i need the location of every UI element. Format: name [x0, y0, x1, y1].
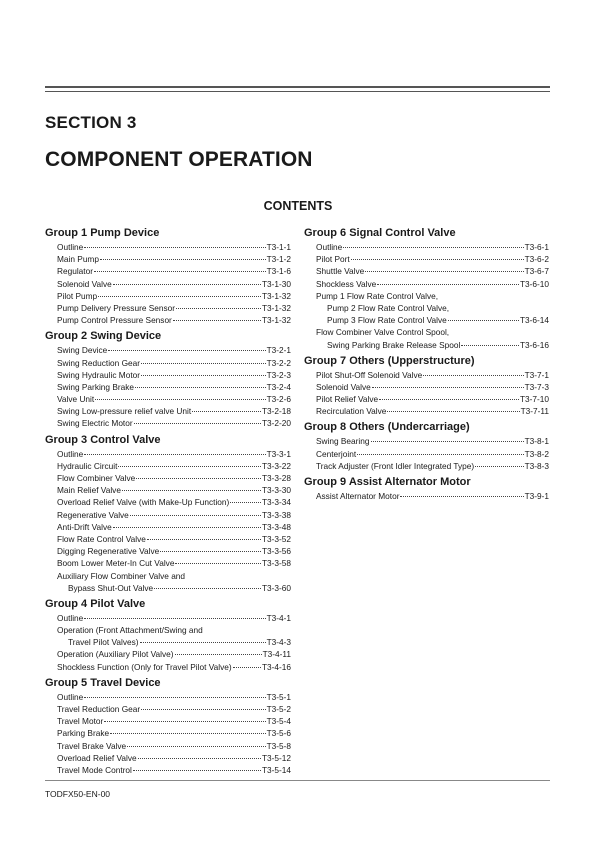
top-rule [45, 86, 550, 92]
toc-entry[interactable] [316, 253, 549, 265]
toc-entry-title: Outline [57, 242, 84, 252]
dot-leader [141, 363, 266, 364]
toc-entry[interactable] [316, 278, 549, 290]
dot-leader [372, 387, 524, 388]
toc-entry-title: Operation (Front Attachment/Swing and [57, 625, 203, 636]
dot-leader [371, 441, 524, 442]
toc-entry-title: Operation (Auxiliary Pilot Valve) [57, 649, 174, 660]
toc-entry[interactable] [57, 533, 291, 545]
toc-entry-title: Main Pump [57, 254, 99, 265]
dot-leader [400, 496, 523, 497]
dot-leader [118, 466, 261, 467]
dot-leader [475, 466, 523, 467]
toc-entry[interactable] [57, 302, 291, 314]
toc-entry-list [57, 448, 291, 594]
toc-entry-title: Swing Bearing [316, 436, 370, 447]
toc-entry[interactable] [57, 624, 291, 636]
toc-entry-page: T3-5-2 [266, 704, 291, 714]
toc-entry-page: T3-6-16 [519, 339, 549, 350]
toc-entry-title: Recirculation Valve [316, 406, 387, 417]
toc-entry-title: Travel Motor [57, 716, 104, 727]
toc-entry[interactable] [57, 253, 291, 265]
toc-entry-title: Hydraulic Circuit [57, 460, 118, 471]
toc-entry-page: T3-6-1 [524, 242, 549, 252]
toc-entry-page: T3-8-2 [524, 448, 549, 459]
toc-entry-title: Pump 3 Flow Rate Control Valve [327, 315, 447, 326]
toc-entry-page: T3-8-1 [524, 436, 549, 447]
dot-leader [377, 284, 519, 285]
toc-entry-page: T3-5-1 [266, 691, 291, 702]
toc-entry-page: T3-2-3 [266, 369, 291, 380]
toc-entry-title: Outline [57, 691, 84, 702]
dot-leader [113, 527, 261, 528]
toc-entry-page: T3-5-14 [261, 764, 291, 775]
group-title: Group 3 Control Valve [45, 433, 161, 446]
toc-entry-list [316, 490, 549, 502]
group-title: Group 8 Others (Undercarriage) [304, 421, 470, 434]
dot-leader [140, 642, 266, 643]
toc-entry-page: T3-1-6 [266, 266, 291, 277]
toc-entry[interactable] [57, 357, 291, 369]
toc-entry-page: T3-3-58 [261, 558, 291, 569]
toc-entry-page: T3-3-60 [261, 582, 291, 593]
toc-entry-title: Shockless Function (Only for Travel Pilot Valve) [57, 661, 232, 672]
toc-entry-page: T3-7-3 [524, 381, 549, 392]
dot-leader [122, 490, 261, 491]
toc-entry-page: T3-4-11 [262, 649, 291, 660]
dot-leader [160, 551, 261, 552]
contents-heading: CONTENTS [263, 199, 333, 213]
toc-entry[interactable] [316, 326, 549, 338]
toc-entry-title: Bypass Shut-Out Valve [68, 582, 154, 593]
toc-entry-title: Boom Lower Meter-In Cut Valve [57, 558, 175, 569]
dot-leader [365, 271, 523, 272]
toc-entry-title: Swing Hydraulic Motor [57, 369, 140, 380]
toc-entry[interactable] [57, 636, 291, 648]
toc-entry[interactable] [316, 265, 549, 277]
dot-leader [84, 618, 265, 619]
toc-entry-title: Shuttle Valve [316, 266, 365, 277]
dot-leader [343, 247, 523, 248]
dot-leader [141, 375, 266, 376]
toc-entry-title: Pump Control Pressure Sensor [57, 315, 172, 326]
group-title: Group 6 Signal Control Valve [304, 227, 456, 239]
toc-entry[interactable] [57, 265, 291, 277]
toc-entry-page: T3-3-52 [261, 533, 291, 544]
toc-entry-page: T3-4-1 [266, 612, 291, 623]
toc-entry-page: T3-5-12 [261, 752, 291, 763]
dot-leader [95, 399, 265, 400]
toc-entry-title: Swing Parking Brake [57, 381, 135, 392]
toc-entry[interactable] [316, 405, 549, 417]
toc-entry-title: Valve Unit [57, 394, 95, 405]
toc-entry[interactable] [57, 691, 291, 703]
dot-leader [138, 758, 261, 759]
group-title: Group 4 Pilot Valve [45, 597, 146, 610]
toc-entry-page: T3-1-32 [261, 302, 291, 313]
toc-entry-title: Flow Combiner Valve Control Spool, [316, 327, 450, 338]
toc-entry[interactable] [57, 521, 291, 533]
toc-entry-title: Outline [57, 612, 84, 623]
dot-leader [448, 320, 519, 321]
toc-left-column [45, 226, 291, 776]
toc-entry-page: T3-3-56 [261, 546, 291, 557]
toc-right-column [304, 226, 549, 502]
toc-entry-title: Solenoid Valve [316, 381, 371, 392]
toc-entry[interactable] [57, 393, 291, 405]
toc-entry[interactable] [316, 460, 549, 472]
toc-entry[interactable] [57, 557, 291, 569]
toc-entry[interactable] [57, 496, 291, 508]
dot-leader [379, 399, 519, 400]
group-title: Group 5 Travel Device [45, 676, 161, 689]
dot-leader [154, 588, 261, 589]
toc-entry-title: Auxiliary Flow Combiner Valve and [57, 570, 186, 581]
toc-entry[interactable] [316, 302, 549, 314]
dot-leader [147, 539, 261, 540]
toc-entry-page: T3-1-2 [266, 254, 291, 265]
toc-entry-title: Flow Combiner Valve [57, 473, 136, 483]
toc-entry-title: Pilot Shut-Off Solenoid Valve [316, 369, 423, 380]
toc-entry[interactable] [316, 241, 549, 253]
toc-entry[interactable] [316, 490, 549, 502]
group-title: Group 7 Others (Upperstructure) [304, 354, 475, 367]
toc-entry-title: Main Relief Valve [57, 485, 121, 496]
toc-entry[interactable] [57, 369, 291, 381]
dot-leader [135, 387, 266, 388]
toc-entry-title: Swing Parking Brake Release Spool [327, 339, 461, 350]
toc-entry-title: Travel Brake Valve [57, 740, 127, 751]
section-label: SECTION 3 [45, 113, 137, 132]
toc-entry[interactable] [57, 545, 291, 557]
toc-entry[interactable] [57, 703, 291, 715]
toc-entry-page: T3-2-1 [266, 345, 291, 356]
toc-entry-page: T3-3-28 [261, 473, 291, 483]
toc-entry-page: T3-2-2 [266, 357, 291, 368]
toc-entry-page: T3-4-16 [261, 661, 291, 672]
dot-leader [176, 308, 261, 309]
toc-entry-title: Solenoid Valve [57, 278, 112, 289]
toc-entry-title: Travel Pilot Valves) [68, 637, 139, 648]
toc-entry[interactable] [57, 740, 291, 752]
toc-entry-title: Flow Rate Control Valve [57, 533, 146, 544]
toc-entry[interactable] [316, 369, 549, 381]
toc-entry-title: Track Adjuster (Front Idler Integrated Type) [316, 460, 475, 471]
toc-entry-title: Anti-Drift Valve [57, 521, 112, 532]
toc-entry-title: Pilot Relief Valve [316, 394, 379, 405]
toc-entry-list [57, 241, 291, 326]
toc-entry-title: Regulator [57, 266, 93, 277]
toc-entry-title: Travel Reduction Gear [57, 704, 141, 714]
toc-entry-title: Assist Alternator Motor [316, 491, 400, 501]
toc-entry-page: T3-2-6 [266, 394, 291, 405]
toc-entry-title: Travel Mode Control [57, 764, 132, 775]
toc-entry-page: T3-6-2 [524, 254, 549, 265]
dot-leader [230, 502, 261, 503]
dot-leader [387, 411, 519, 412]
toc-entry-title: Pilot Port [316, 254, 350, 265]
dot-leader [351, 259, 524, 260]
toc-entry-page: T3-7-1 [524, 369, 549, 380]
toc-entry-title: Pilot Pump [57, 290, 98, 301]
toc-entry-page: T3-9-1 [524, 491, 549, 501]
toc-entry-page: T3-6-10 [519, 278, 549, 289]
toc-entry-page: T3-3-22 [261, 460, 291, 471]
toc-entry[interactable] [57, 405, 291, 417]
toc-entry[interactable] [57, 570, 291, 582]
toc-entry-title: Outline [316, 242, 343, 252]
dot-leader [127, 746, 265, 747]
toc-entry[interactable] [57, 460, 291, 472]
dot-leader [423, 375, 523, 376]
toc-entry-page: T3-5-6 [266, 728, 291, 739]
toc-entry[interactable] [57, 648, 291, 660]
toc-entry-title: Outline [57, 448, 84, 459]
toc-entry-title: Swing Low-pressure relief valve Unit [57, 406, 192, 417]
dot-leader [84, 247, 265, 248]
toc-entry[interactable] [57, 509, 291, 521]
toc-entry-list [57, 691, 291, 776]
dot-leader [98, 296, 261, 297]
toc-entry-page: T3-6-14 [519, 315, 549, 326]
toc-entry[interactable] [57, 752, 291, 764]
group-title: Group 9 Assist Alternator Motor [304, 476, 471, 488]
toc-entry[interactable] [57, 472, 291, 484]
toc-entry-page: T3-4-3 [266, 637, 291, 648]
dot-leader [100, 259, 266, 260]
toc-entry[interactable] [316, 448, 549, 460]
toc-entry-page: T3-1-32 [261, 290, 291, 301]
toc-entry-page: T3-3-38 [261, 509, 291, 520]
toc-entry-title: Parking Brake [57, 728, 110, 739]
dot-leader [233, 667, 261, 668]
dot-leader [136, 478, 261, 479]
toc-entry-page: T3-3-1 [266, 448, 291, 459]
toc-entry-title: Swing Electric Motor [57, 418, 133, 429]
toc-entry[interactable] [57, 727, 291, 739]
dot-leader [134, 423, 261, 424]
dot-leader [141, 709, 265, 710]
document-code: TODFX50-EN-00 [45, 789, 111, 799]
toc-entry-list [316, 369, 549, 418]
dot-leader [130, 515, 261, 516]
toc-entry-page: T3-3-48 [261, 521, 291, 532]
dot-leader [133, 770, 261, 771]
toc-entry-page: T3-8-3 [524, 460, 549, 471]
dot-leader [175, 563, 261, 564]
toc-entry-title: Overload Relief Valve [57, 752, 137, 763]
toc-entry[interactable] [316, 290, 549, 302]
dot-leader [173, 320, 261, 321]
toc-entry[interactable] [57, 417, 291, 429]
toc-entry-title: Overload Relief Valve (with Make-Up Function) [57, 497, 230, 508]
toc-entry-title: Centerjoint [316, 448, 357, 459]
toc-entry-page: T3-7-11 [520, 406, 549, 417]
toc-entry-title: Shockless Valve [316, 278, 377, 289]
toc-entry-page: T3-5-4 [266, 716, 291, 727]
dot-leader [192, 411, 261, 412]
toc-entry-page: T3-6-7 [524, 266, 549, 277]
toc-entry-list [316, 435, 549, 472]
toc-entry[interactable] [57, 241, 291, 253]
toc-entry-page: T3-1-30 [261, 278, 291, 289]
toc-entry-page: T3-2-4 [266, 381, 291, 392]
toc-entry[interactable] [57, 381, 291, 393]
dot-leader [84, 697, 265, 698]
toc-entry[interactable] [57, 484, 291, 496]
dot-leader [104, 721, 265, 722]
toc-entry-title: Digging Regenerative Valve [57, 546, 160, 557]
toc-entry-list [57, 344, 291, 429]
toc-entry-list [57, 612, 291, 673]
toc-entry[interactable] [57, 661, 291, 673]
toc-entry[interactable] [316, 393, 549, 405]
toc-entry-page: T3-3-34 [261, 497, 291, 508]
dot-leader [357, 454, 523, 455]
dot-leader [175, 654, 262, 655]
toc-entry[interactable] [57, 448, 291, 460]
section-title: COMPONENT OPERATION [45, 148, 313, 171]
toc-entry[interactable] [57, 612, 291, 624]
toc-entry[interactable] [57, 344, 291, 356]
group-title: Group 1 Pump Device [45, 227, 160, 239]
toc-entry-title: Swing Device [57, 345, 108, 356]
toc-entry-title: Regenerative Valve [57, 509, 129, 520]
dot-leader [108, 350, 265, 351]
toc-entry[interactable] [57, 314, 291, 326]
toc-entry[interactable] [57, 278, 291, 290]
bottom-rule [45, 780, 550, 781]
toc-entry[interactable] [57, 582, 291, 594]
toc-entry[interactable] [316, 381, 549, 393]
dot-leader [113, 284, 261, 285]
group-title: Group 2 Swing Device [45, 330, 162, 343]
toc-entry-title: Swing Reduction Gear [57, 357, 141, 368]
toc-entry-title: Pump 1 Flow Rate Control Valve, [316, 290, 439, 301]
toc-entry-title: Pump Delivery Pressure Sensor [57, 302, 176, 313]
toc-entry-list [316, 241, 549, 351]
dot-leader [94, 271, 266, 272]
toc-entry-page: T3-2-18 [261, 406, 291, 417]
toc-entry-page: T3-7-10 [519, 394, 549, 405]
toc-entry[interactable] [316, 435, 549, 447]
toc-entry-page: T3-2-20 [261, 418, 291, 429]
toc-entry[interactable] [316, 314, 549, 326]
toc-entry-page: T3-3-30 [261, 485, 291, 496]
toc-entry[interactable] [57, 290, 291, 302]
toc-entry-page: T3-5-8 [266, 740, 291, 751]
dot-leader [84, 454, 265, 455]
toc-entry-title: Pump 2 Flow Rate Control Valve, [327, 302, 450, 313]
toc-entry[interactable] [316, 339, 549, 351]
toc-entry[interactable] [57, 715, 291, 727]
dot-leader [461, 345, 519, 346]
toc-entry-page: T3-1-1 [266, 242, 291, 252]
dot-leader [110, 733, 265, 734]
toc-entry[interactable] [57, 764, 291, 776]
toc-entry-page: T3-1-32 [261, 315, 291, 326]
